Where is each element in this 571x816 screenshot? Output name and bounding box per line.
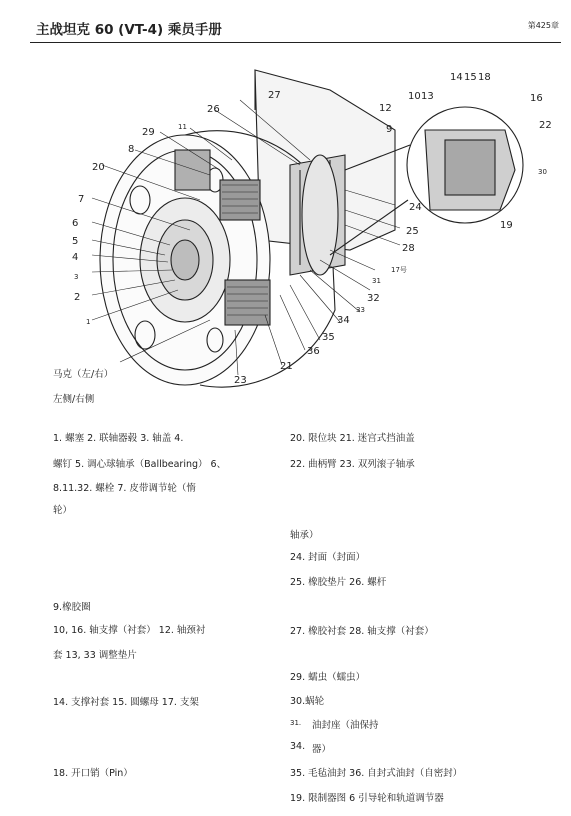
page-header [30, 14, 561, 43]
legend-right-9: 31. [290, 719, 302, 727]
callout-36: 36 [307, 346, 320, 357]
callout-19: 19 [500, 220, 513, 231]
callout-25: 25 [406, 226, 419, 237]
callout-14: 14 [450, 72, 463, 83]
legend-right-1: 20. 限位块 21. 迷宫式挡油盖 [290, 433, 415, 444]
callout-27: 27 [268, 90, 281, 101]
callout-10: 10 [408, 91, 421, 102]
legend-right-11: 34. [290, 741, 306, 752]
legend-left-5: 9.橡胶圈 [53, 602, 91, 613]
figure-caption: 马克（左/右） [53, 369, 114, 380]
legend-right-14: 19. 限制器图 6 引导轮和轨道调节器 [290, 793, 444, 804]
callout-2: 2 [74, 292, 81, 303]
legend-left-7: 套 13, 33 调整垫片 [53, 650, 137, 661]
callout-17: 17号 [391, 266, 407, 274]
figure-caption-sub: 左侧/右侧 [53, 394, 95, 405]
legend-left-3: 8.11.32. 螺栓 7. 皮带调节轮（惰 [53, 483, 196, 494]
callout-33: 33 [356, 306, 365, 314]
callout-16: 16 [530, 93, 543, 104]
callout-15: 15 [464, 72, 477, 83]
callout-3: 3 [74, 273, 79, 281]
legend-right-4: 24. 封面（封面） [290, 552, 366, 563]
callout-18: 18 [478, 72, 491, 83]
callout-29: 29 [142, 127, 155, 138]
callout-12: 12 [379, 103, 392, 114]
callout-23: 23 [234, 375, 247, 386]
callout-26: 26 [207, 104, 220, 115]
legend-right-8: 30.蜗轮 [290, 696, 325, 707]
callout-34: 34 [337, 315, 350, 326]
legend-left-8: 14. 支撑衬套 15. 圆螺母 17. 支架 [53, 697, 199, 708]
legend-right-5: 25. 橡胶垫片 26. 螺杆 [290, 577, 387, 588]
callout-1: 1 [86, 318, 91, 326]
callout-22: 22 [539, 120, 552, 131]
callout-30: 30 [538, 168, 547, 176]
callout-13: 13 [421, 91, 434, 102]
callout-9: 9 [386, 124, 393, 135]
callout-24: 24 [409, 202, 422, 213]
legend-left-2: 螺钉 5. 调心球轴承（Ballbearing） 6、 [53, 459, 227, 470]
idler-wheel-diagram [0, 50, 571, 395]
callout-28: 28 [402, 243, 415, 254]
callout-21: 21 [280, 361, 293, 372]
legend-right-6: 27. 橡胶衬套 28. 轴支撑（衬套） [290, 626, 434, 637]
callout-32: 32 [367, 293, 380, 304]
legend-right-12: 器） [312, 744, 332, 755]
callout-11: 11 [178, 123, 187, 131]
callout-20: 20 [92, 162, 105, 173]
legend-left-4: 轮） [53, 505, 73, 516]
callout-4: 4 [72, 252, 79, 263]
legend-right-2: 22. 曲柄臂 23. 双列滚子轴承 [290, 459, 415, 470]
page-number: 第425章 [527, 21, 559, 30]
callout-31: 31 [372, 277, 381, 285]
legend-left-9: 18. 开口销（Pin） [53, 768, 133, 779]
legend-right-7: 29. 蠕虫（蠕虫） [290, 672, 366, 683]
legend-right-3: 轴承） [290, 530, 319, 541]
legend-left-1: 1. 螺塞 2. 联轴器毂 3. 轴盖 4. [53, 433, 184, 444]
legend-right-13: 35. 毛毡油封 36. 自封式油封（自密封） [290, 768, 463, 779]
page-title: 主战坦克 60 (VT-4) 乘员手册 [36, 22, 222, 38]
callout-8: 8 [128, 144, 135, 155]
callout-5: 5 [72, 236, 79, 247]
legend-left-6: 10, 16. 轴支撑（衬套） 12. 轴颈衬 [53, 625, 206, 636]
legend-right-10: 油封座（油保持 [312, 720, 379, 731]
callout-35: 35 [322, 332, 335, 343]
callout-7: 7 [78, 194, 85, 205]
callout-6: 6 [72, 218, 79, 229]
